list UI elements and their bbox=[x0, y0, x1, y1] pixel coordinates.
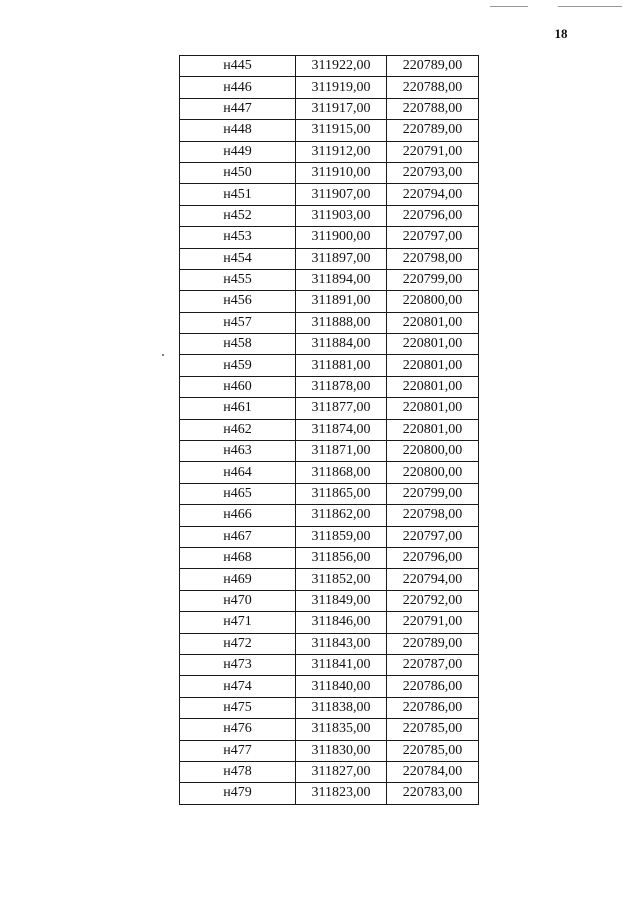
table-row bbox=[180, 441, 479, 462]
table-row bbox=[180, 719, 479, 740]
table-row bbox=[180, 462, 479, 483]
coordinate-2-cell: 220787,00 bbox=[387, 654, 479, 675]
point-id-cell: н466 bbox=[180, 505, 296, 526]
coordinate-2-cell: 220800,00 bbox=[387, 291, 479, 312]
point-id-cell: н456 bbox=[180, 291, 296, 312]
point-id-cell: н473 bbox=[180, 654, 296, 675]
coordinate-1-cell: 311871,00 bbox=[296, 441, 387, 462]
coordinate-1-cell: 311881,00 bbox=[296, 355, 387, 376]
coordinate-2-cell: 220798,00 bbox=[387, 505, 479, 526]
point-id-cell: н460 bbox=[180, 376, 296, 397]
coordinate-1-cell: 311852,00 bbox=[296, 569, 387, 590]
point-id-cell: н465 bbox=[180, 483, 296, 504]
point-id-cell: н450 bbox=[180, 162, 296, 183]
table-row bbox=[180, 120, 479, 141]
scan-artifact-line bbox=[558, 6, 622, 7]
coordinate-1-cell: 311838,00 bbox=[296, 697, 387, 718]
coordinate-2-cell: 220801,00 bbox=[387, 312, 479, 333]
coordinate-1-cell: 311891,00 bbox=[296, 291, 387, 312]
table-row bbox=[180, 676, 479, 697]
coordinate-1-cell: 311859,00 bbox=[296, 526, 387, 547]
coordinate-1-cell: 311907,00 bbox=[296, 184, 387, 205]
point-id-cell: н461 bbox=[180, 398, 296, 419]
coordinate-2-cell: 220796,00 bbox=[387, 547, 479, 568]
point-id-cell: н476 bbox=[180, 719, 296, 740]
coordinate-2-cell: 220783,00 bbox=[387, 783, 479, 804]
coordinate-2-cell: 220785,00 bbox=[387, 719, 479, 740]
point-id-cell: н455 bbox=[180, 269, 296, 290]
coordinate-1-cell: 311827,00 bbox=[296, 761, 387, 782]
coordinate-2-cell: 220786,00 bbox=[387, 697, 479, 718]
coordinate-2-cell: 220791,00 bbox=[387, 141, 479, 162]
coordinate-2-cell: 220800,00 bbox=[387, 462, 479, 483]
point-id-cell: н463 bbox=[180, 441, 296, 462]
coordinate-2-cell: 220789,00 bbox=[387, 56, 479, 77]
coordinate-1-cell: 311910,00 bbox=[296, 162, 387, 183]
coordinate-2-cell: 220788,00 bbox=[387, 77, 479, 98]
point-id-cell: н452 bbox=[180, 205, 296, 226]
scan-artifact-line bbox=[490, 6, 528, 7]
page-number: 18 bbox=[554, 26, 568, 41]
table-row bbox=[180, 398, 479, 419]
table-row bbox=[180, 526, 479, 547]
table-row bbox=[180, 312, 479, 333]
coordinate-1-cell: 311917,00 bbox=[296, 98, 387, 119]
point-id-cell: н477 bbox=[180, 740, 296, 761]
table-row bbox=[180, 505, 479, 526]
point-id-cell: н454 bbox=[180, 248, 296, 269]
coordinate-1-cell: 311856,00 bbox=[296, 547, 387, 568]
table-row bbox=[180, 141, 479, 162]
coordinate-1-cell: 311846,00 bbox=[296, 612, 387, 633]
table-row bbox=[180, 419, 479, 440]
coordinate-2-cell: 220793,00 bbox=[387, 162, 479, 183]
table-row bbox=[180, 205, 479, 226]
coordinate-2-cell: 220799,00 bbox=[387, 483, 479, 504]
coordinate-1-cell: 311841,00 bbox=[296, 654, 387, 675]
point-id-cell: н445 bbox=[180, 56, 296, 77]
table-row bbox=[180, 98, 479, 119]
coordinate-1-cell: 311884,00 bbox=[296, 334, 387, 355]
coordinate-1-cell: 311849,00 bbox=[296, 590, 387, 611]
point-id-cell: н448 bbox=[180, 120, 296, 141]
coordinate-2-cell: 220801,00 bbox=[387, 398, 479, 419]
coordinate-1-cell: 311874,00 bbox=[296, 419, 387, 440]
coordinate-1-cell: 311877,00 bbox=[296, 398, 387, 419]
coordinate-2-cell: 220797,00 bbox=[387, 227, 479, 248]
table-row bbox=[180, 633, 479, 654]
coordinate-1-cell: 311840,00 bbox=[296, 676, 387, 697]
point-id-cell: н468 bbox=[180, 547, 296, 568]
coordinate-2-cell: 220801,00 bbox=[387, 334, 479, 355]
table-row bbox=[180, 269, 479, 290]
coordinate-1-cell: 311862,00 bbox=[296, 505, 387, 526]
point-id-cell: н472 bbox=[180, 633, 296, 654]
coordinate-2-cell: 220792,00 bbox=[387, 590, 479, 611]
coordinate-2-cell: 220791,00 bbox=[387, 612, 479, 633]
table-row bbox=[180, 56, 479, 77]
table-row bbox=[180, 654, 479, 675]
point-id-cell: н458 bbox=[180, 334, 296, 355]
table-row bbox=[180, 77, 479, 98]
table-row bbox=[180, 227, 479, 248]
coordinate-1-cell: 311865,00 bbox=[296, 483, 387, 504]
point-id-cell: н469 bbox=[180, 569, 296, 590]
scan-artifact-dot bbox=[162, 354, 164, 356]
coordinate-1-cell: 311894,00 bbox=[296, 269, 387, 290]
table-row bbox=[180, 376, 479, 397]
table-row bbox=[180, 569, 479, 590]
coordinate-1-cell: 311823,00 bbox=[296, 783, 387, 804]
coordinate-2-cell: 220788,00 bbox=[387, 98, 479, 119]
point-id-cell: н447 bbox=[180, 98, 296, 119]
point-id-cell: н459 bbox=[180, 355, 296, 376]
table-row bbox=[180, 590, 479, 611]
point-id-cell: н451 bbox=[180, 184, 296, 205]
point-id-cell: н467 bbox=[180, 526, 296, 547]
table-row bbox=[180, 248, 479, 269]
coordinate-1-cell: 311878,00 bbox=[296, 376, 387, 397]
point-id-cell: н475 bbox=[180, 697, 296, 718]
coordinate-1-cell: 311912,00 bbox=[296, 141, 387, 162]
point-id-cell: н474 bbox=[180, 676, 296, 697]
coordinate-1-cell: 311900,00 bbox=[296, 227, 387, 248]
coordinate-2-cell: 220786,00 bbox=[387, 676, 479, 697]
coordinate-2-cell: 220785,00 bbox=[387, 740, 479, 761]
coordinate-1-cell: 311903,00 bbox=[296, 205, 387, 226]
coordinate-2-cell: 220796,00 bbox=[387, 205, 479, 226]
coordinate-1-cell: 311868,00 bbox=[296, 462, 387, 483]
table-row bbox=[180, 612, 479, 633]
coordinate-2-cell: 220800,00 bbox=[387, 441, 479, 462]
table-row bbox=[180, 783, 479, 804]
coordinate-1-cell: 311922,00 bbox=[296, 56, 387, 77]
coordinate-2-cell: 220789,00 bbox=[387, 120, 479, 141]
table-row bbox=[180, 547, 479, 568]
point-id-cell: н457 bbox=[180, 312, 296, 333]
point-id-cell: н478 bbox=[180, 761, 296, 782]
table-row bbox=[180, 697, 479, 718]
coordinate-2-cell: 220801,00 bbox=[387, 376, 479, 397]
coordinate-2-cell: 220798,00 bbox=[387, 248, 479, 269]
point-id-cell: н449 bbox=[180, 141, 296, 162]
table-row bbox=[180, 291, 479, 312]
table-row bbox=[180, 334, 479, 355]
point-id-cell: н479 bbox=[180, 783, 296, 804]
coordinate-2-cell: 220797,00 bbox=[387, 526, 479, 547]
table-row bbox=[180, 355, 479, 376]
coordinate-2-cell: 220784,00 bbox=[387, 761, 479, 782]
point-id-cell: н470 bbox=[180, 590, 296, 611]
table-body bbox=[180, 56, 479, 805]
table-row bbox=[180, 162, 479, 183]
table-row bbox=[180, 761, 479, 782]
coordinate-2-cell: 220801,00 bbox=[387, 419, 479, 440]
coordinate-1-cell: 311843,00 bbox=[296, 633, 387, 654]
coordinate-2-cell: 220794,00 bbox=[387, 569, 479, 590]
point-id-cell: н464 bbox=[180, 462, 296, 483]
coordinate-1-cell: 311888,00 bbox=[296, 312, 387, 333]
point-id-cell: н462 bbox=[180, 419, 296, 440]
point-id-cell: н471 bbox=[180, 612, 296, 633]
coordinate-2-cell: 220799,00 bbox=[387, 269, 479, 290]
table-row bbox=[180, 184, 479, 205]
coordinate-2-cell: 220789,00 bbox=[387, 633, 479, 654]
point-id-cell: н446 bbox=[180, 77, 296, 98]
coordinate-1-cell: 311835,00 bbox=[296, 719, 387, 740]
coordinate-2-cell: 220801,00 bbox=[387, 355, 479, 376]
coordinates-table bbox=[179, 55, 479, 805]
coordinate-1-cell: 311897,00 bbox=[296, 248, 387, 269]
table-row bbox=[180, 483, 479, 504]
point-id-cell: н453 bbox=[180, 227, 296, 248]
table-row bbox=[180, 740, 479, 761]
coordinate-1-cell: 311915,00 bbox=[296, 120, 387, 141]
coordinate-1-cell: 311830,00 bbox=[296, 740, 387, 761]
coordinate-2-cell: 220794,00 bbox=[387, 184, 479, 205]
coordinate-1-cell: 311919,00 bbox=[296, 77, 387, 98]
